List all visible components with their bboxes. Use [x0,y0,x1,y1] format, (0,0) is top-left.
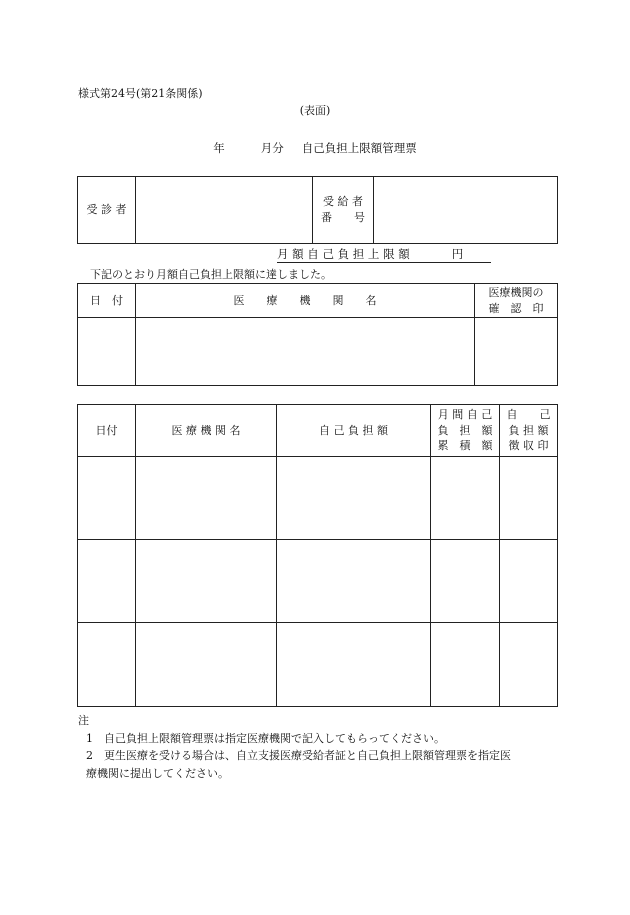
confirm-date-header: 日 付 [78,284,136,318]
ledger-copay-field[interactable] [277,540,431,623]
patient-table [77,176,558,244]
monthly-limit-line [277,246,491,263]
monthly-limit-label: 月 額 自 己 負 担 上 限 額 [277,247,410,261]
ledger-institution-field[interactable] [136,623,277,707]
confirm-institution-header: 医 療 機 関 名 [136,284,475,318]
ledger-date-field[interactable] [78,540,136,623]
table-row [78,457,558,540]
table-row [78,623,558,707]
notes [78,712,558,782]
patient-label-cell: 受 診 者 [78,177,136,244]
title-month: 月分 [260,141,284,155]
ledger-copay-header: 自 己 負 担 額 [277,405,431,457]
side-label: (表面) [299,104,331,117]
note-item: 1 自己負担上限額管理票は指定医療機関で記入してもらってください。 [86,731,445,745]
confirmation-table [77,283,558,386]
ledger-date-header: 日付 [78,405,136,457]
ledger-cumulative-field[interactable] [431,457,500,540]
confirm-seal-header: 医療機関の 確 認 印 [475,284,558,318]
ledger-date-field[interactable] [78,623,136,707]
note-item: 2 更生医療を受ける場合は、自立支援医療受給者証と自己負担上限額管理票を指定医 [86,749,511,763]
recipient-number-field[interactable] [374,177,558,244]
ledger-seal-field[interactable] [500,623,558,707]
ledger-date-field[interactable] [78,457,136,540]
monthly-limit-unit: 円 [451,247,464,261]
ledger-copay-field[interactable] [277,457,431,540]
confirm-seal-field[interactable] [475,318,558,386]
ledger-cumulative-field[interactable] [431,540,500,623]
note-item-continuation: 療機関に提出してください。 [86,766,229,780]
reached-statement: 下記のとおり月額自己負担上限額に達しました。 [90,268,332,281]
notes-heading: 注 [78,714,89,727]
patient-name-field[interactable] [136,177,313,244]
confirm-date-field[interactable] [78,318,136,386]
ledger-collection-seal-header: 自 己 負 担 額 徴 収 印 [500,405,558,457]
table-row [78,540,558,623]
ledger-cumulative-header: 月 間 自 己 負 担 額 累 積 額 [431,405,500,457]
ledger-institution-field[interactable] [136,540,277,623]
ledger-seal-field[interactable] [500,540,558,623]
form-number: 様式第24号(第21条関係) [78,87,203,100]
ledger-seal-field[interactable] [500,457,558,540]
ledger-cumulative-field[interactable] [431,623,500,707]
ledger-copay-field[interactable] [277,623,431,707]
copay-ledger-table [77,404,558,707]
ledger-institution-header: 医 療 機 関 名 [136,405,277,457]
confirm-institution-field[interactable] [136,318,475,386]
title-text: 自己負担上限額管理票 [301,141,417,155]
ledger-institution-field[interactable] [136,457,277,540]
document-title [0,140,630,156]
recipient-number-label-cell: 受 給 者 番 号 [313,177,374,244]
title-year: 年 [213,141,225,155]
